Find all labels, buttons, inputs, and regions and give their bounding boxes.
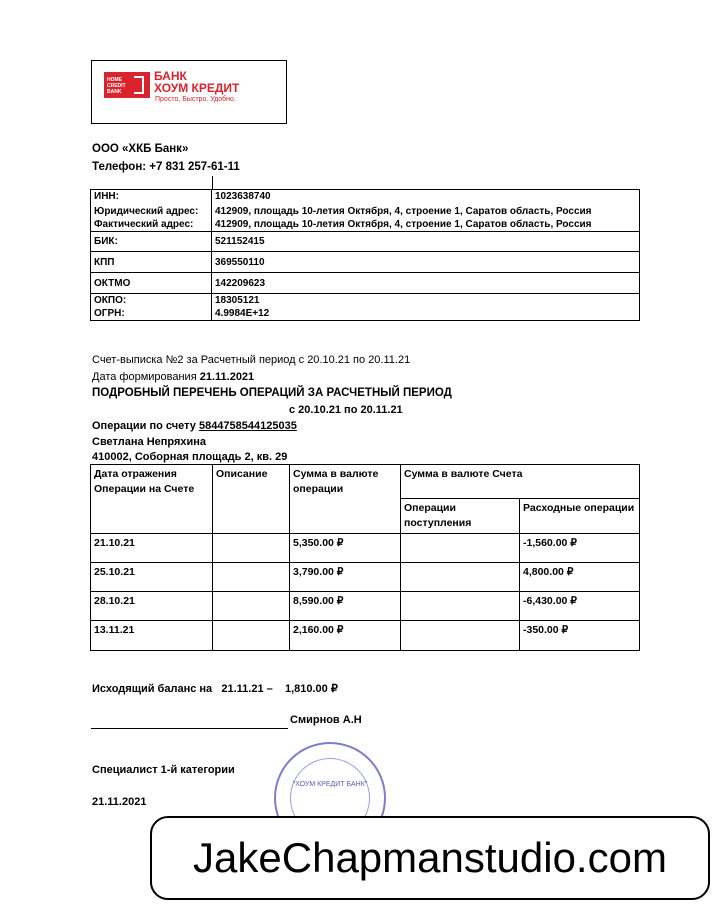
balance-value: 1,810.00 ₽ xyxy=(284,683,338,695)
row-date: 25.10.21 xyxy=(91,563,213,592)
signer-name: Смирнов А.Н xyxy=(290,714,362,726)
row-description xyxy=(213,592,290,621)
row-description xyxy=(213,563,290,592)
col-header-description: Описание xyxy=(213,465,290,534)
req-label: КПП xyxy=(91,252,212,273)
signer-position: Специалист 1-й категории xyxy=(92,764,235,776)
row-date: 28.10.21 xyxy=(91,592,213,621)
req-label: ОГРН: xyxy=(91,307,212,321)
operations-period: с 20.10.21 по 20.11.21 xyxy=(289,404,403,416)
col-header-income: Операции поступления xyxy=(401,499,520,534)
row-expense: -350.00 ₽ xyxy=(520,621,640,651)
table-row xyxy=(91,563,640,592)
req-value: 18305121 xyxy=(212,294,640,308)
req-value: 369550110 xyxy=(212,252,640,273)
row-income xyxy=(401,621,520,651)
req-label: ОКПО: xyxy=(91,294,212,308)
row-income xyxy=(401,534,520,563)
row-income xyxy=(401,563,520,592)
operations-table xyxy=(90,464,640,651)
req-label: ИНН: xyxy=(91,190,212,206)
operations-heading: ПОДРОБНЫЙ ПЕРЕЧЕНЬ ОПЕРАЦИЙ ЗА РАСЧЕТНЫЙ ПЕРИОД xyxy=(92,387,452,399)
client-address: 410002, Соборная площадь 2, кв. 29 xyxy=(92,451,288,463)
footer-date: 21.11.2021 xyxy=(92,796,147,808)
row-description xyxy=(213,621,290,651)
req-label: Юридический адрес: xyxy=(91,205,212,218)
row-expense: -1,560.00 ₽ xyxy=(520,534,640,563)
balance-line xyxy=(92,682,338,695)
signature-line xyxy=(91,728,288,729)
req-value: 142209623 xyxy=(212,273,640,294)
req-label: БИК: xyxy=(91,232,212,252)
row-expense: -6,430.00 ₽ xyxy=(520,592,640,621)
col-header-sum-operation: Сумма в валюте операции xyxy=(290,465,401,534)
row-expense: 4,800.00 ₽ xyxy=(520,563,640,592)
col-header-sum-account: Сумма в валюте Счета xyxy=(401,465,640,499)
req-label: Фактический адрес: xyxy=(91,218,212,232)
bank-logo-icon xyxy=(104,72,150,98)
row-amount: 3,790.00 ₽ xyxy=(290,563,401,592)
req-value: 412909, площадь 10-летия Октября, 4, строение 1, Саратов область, Россия xyxy=(212,218,640,232)
table-row xyxy=(91,534,640,563)
req-value: 4.9984E+12 xyxy=(212,307,640,321)
account-line: Операции по счету 5844758544125035 xyxy=(92,420,297,432)
requisites-table xyxy=(90,189,640,321)
req-value: 521152415 xyxy=(212,232,640,252)
row-description xyxy=(213,534,290,563)
req-value: 412909, площадь 10-летия Октября, 4, строение 1, Саратов область, Россия xyxy=(212,205,640,218)
balance-label: Исходящий баланс на xyxy=(92,683,213,695)
statement-title: Счет-выписка №2 за Расчетный период с 20.10.21 по 20.11.21 xyxy=(92,354,411,366)
col-header-date: Дата отражения Операции на Счете xyxy=(91,465,213,534)
row-date: 13.11.21 xyxy=(91,621,213,651)
table-row xyxy=(91,621,640,651)
company-phone: Телефон: +7 831 257-61-11 xyxy=(92,161,240,173)
statement-date: Дата формирования 21.11.2021 xyxy=(92,371,255,383)
company-name: ООО «ХКБ Банк» xyxy=(92,143,189,155)
col-header-expense: Расходные операции xyxy=(520,499,640,534)
logo-slogan: Просто. Быстро. Удобно. xyxy=(155,96,236,103)
row-date: 21.10.21 xyxy=(91,534,213,563)
row-income xyxy=(401,592,520,621)
row-amount: 5,350.00 ₽ xyxy=(290,534,401,563)
logo-name: БАНК ХОУМ КРЕДИТ xyxy=(154,69,240,95)
stamp-text: "ХОУМ КРЕДИТ БАНК" xyxy=(292,781,368,788)
req-label: ОКТМО xyxy=(91,273,212,294)
account-number: 5844758544125035 xyxy=(198,420,297,432)
watermark-banner: JakeChapmanstudio.com xyxy=(150,816,710,900)
table-row xyxy=(91,592,640,621)
req-value: 1023638740 xyxy=(212,190,640,206)
row-amount: 2,160.00 ₽ xyxy=(290,621,401,651)
row-amount: 8,590.00 ₽ xyxy=(290,592,401,621)
logo-mark-text: HOME CREDIT BANK xyxy=(107,77,126,95)
client-name: Светлана Непряхина xyxy=(92,436,207,448)
balance-date: 21.11.21 – xyxy=(221,683,273,695)
